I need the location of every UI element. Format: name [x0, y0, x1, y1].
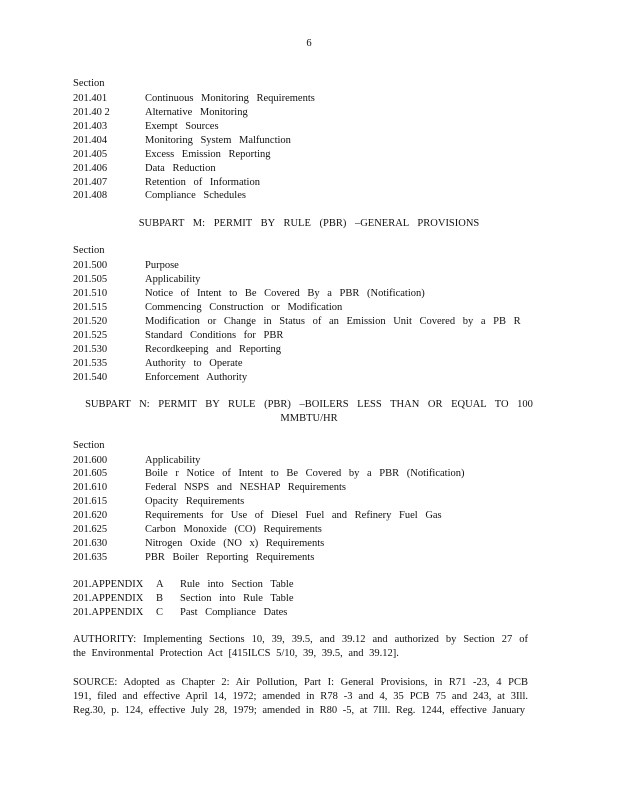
- section-number: 201.406: [73, 163, 108, 174]
- section-row: [73, 106, 248, 120]
- appendix-letter: B: [156, 593, 164, 604]
- section-number: 201.615: [73, 496, 108, 507]
- section-title: Requirements for Use of Diesel Fuel and Refinery Fuel Gas: [145, 510, 442, 521]
- section-number: 201.535: [73, 358, 108, 369]
- section-number: 201.630: [73, 538, 108, 549]
- appendix-title: Section into Rule Table: [180, 593, 294, 604]
- section-title: Monitoring System Malfunction: [145, 135, 291, 146]
- section-row: [73, 509, 442, 523]
- section-row: [73, 176, 260, 190]
- section-number: 201.540: [73, 372, 108, 383]
- section-heading: Section: [73, 245, 105, 256]
- section-number: 201.625: [73, 524, 108, 535]
- section-title: Boile r Notice of Intent to Be Covered by a PBR (Notification): [145, 468, 465, 479]
- authority-paragraph: AUTHORITY: Implementing Sections 10, 39, 39.5, and 39.12 and authorized by Section 27 of the Environmental Protection Act [415ILCS 5/10, 39, 39.5, and 39.12].: [73, 634, 528, 659]
- section-heading: Section: [73, 78, 105, 89]
- section-title: Continuous Monitoring Requirements: [145, 93, 315, 104]
- section-row: [73, 329, 283, 343]
- section-row: [73, 495, 244, 509]
- section-heading: Section: [73, 440, 105, 451]
- section-title: Commencing Construction or Modification: [145, 302, 343, 313]
- section-number: 201.505: [73, 274, 108, 285]
- section-number: 201.403: [73, 121, 108, 132]
- appendix-number: 201.APPENDIX: [73, 593, 144, 604]
- section-number: 201.635: [73, 552, 108, 563]
- section-number: 201.520: [73, 316, 108, 327]
- appendix-number: 201.APPENDIX: [73, 607, 144, 618]
- section-row: [73, 357, 242, 371]
- section-row: [73, 162, 216, 176]
- section-title: Modification or Change in Status of an Emission Unit Covered by a PB R: [145, 316, 521, 327]
- subpart-m-heading: SUBPART M: PERMIT BY RULE (PBR) –GENERAL PROVISIONS: [138, 218, 480, 229]
- section-title: Purpose: [145, 260, 179, 271]
- section-title: Enforcement Authority: [145, 372, 248, 383]
- section-number: 201.510: [73, 288, 108, 299]
- section-number: 201.40 2: [73, 107, 110, 118]
- section-number: 201.530: [73, 344, 108, 355]
- section-title: Compliance Schedules: [145, 190, 246, 201]
- section-number: 201.620: [73, 510, 108, 521]
- section-row: [73, 301, 342, 315]
- section-title: Standard Conditions for PBR: [145, 330, 284, 341]
- section-number: 201.600: [73, 455, 108, 466]
- section-number: 201.605: [73, 468, 108, 479]
- appendix-row: [73, 606, 287, 620]
- appendix-letter: C: [156, 607, 164, 618]
- appendix-number: 201.APPENDIX: [73, 579, 144, 590]
- section-title: Alternative Monitoring: [145, 107, 248, 118]
- section-number: 201.405: [73, 149, 108, 160]
- section-title: Data Reduction: [145, 163, 216, 174]
- section-number: 201.610: [73, 482, 108, 493]
- section-title: Opacity Requirements: [145, 496, 245, 507]
- section-number: 201.500: [73, 260, 108, 271]
- section-number: 201.407: [73, 177, 108, 188]
- section-number: 201.401: [73, 93, 108, 104]
- section-title: Carbon Monoxide (CO) Requirements: [145, 524, 322, 535]
- appendix-row: [73, 578, 294, 592]
- section-row: [73, 287, 425, 301]
- section-row: [73, 523, 322, 537]
- section-row: [73, 259, 179, 273]
- section-title: PBR Boiler Reporting Requirements: [145, 552, 315, 563]
- section-row: [73, 315, 521, 329]
- section-row: [73, 148, 271, 162]
- section-number: 201.525: [73, 330, 108, 341]
- source-paragraph: SOURCE: Adopted as Chapter 2: Air Pollution, Part I: General Provisions, in R71 -23, 4 PCB 191, filed and effective April 14, 1972; amended in R78 -3 and 4, 35 PCB 75 and 243, at 3Ill. Reg.30, p. 124, effective July 28, 1979; amended in R80 -5, at 7Ill. Reg. 1244, effective January: [73, 677, 528, 716]
- section-row: [73, 454, 200, 468]
- section-row: [73, 189, 246, 203]
- section-title: Authority to Operate: [145, 358, 243, 369]
- appendix-title: Past Compliance Dates: [180, 607, 288, 618]
- section-row: [73, 92, 315, 106]
- section-title: Notice of Intent to Be Covered By a PBR (Notification): [145, 288, 425, 299]
- section-row: [73, 551, 314, 565]
- section-row: [73, 467, 464, 481]
- section-title: Applicability: [145, 274, 201, 285]
- section-row: [73, 537, 324, 551]
- section-title: Applicability: [145, 455, 201, 466]
- subpart-n-heading-line1: SUBPART N: PERMIT BY RULE (PBR) –BOILERS LESS THAN OR EQUAL TO 100: [85, 399, 533, 410]
- appendix-title: Rule into Section Table: [180, 579, 294, 590]
- subpart-n-heading-line2: MMBTU/HR: [280, 413, 338, 424]
- section-row: [73, 481, 346, 495]
- section-title: Excess Emission Reporting: [145, 149, 271, 160]
- section-title: Nitrogen Oxide (NO x) Requirements: [145, 538, 325, 549]
- section-row: [73, 134, 291, 148]
- subpart-n-heading: [73, 398, 545, 426]
- section-row: [73, 343, 281, 357]
- page-number: 6: [306, 38, 312, 49]
- appendix-letter: A: [156, 579, 164, 590]
- section-number: 201.404: [73, 135, 108, 146]
- section-row: [73, 120, 219, 134]
- section-title: Exempt Sources: [145, 121, 219, 132]
- section-row: [73, 371, 247, 385]
- section-title: Retention of Information: [145, 177, 260, 188]
- section-title: Recordkeeping and Reporting: [145, 344, 281, 355]
- section-number: 201.515: [73, 302, 108, 313]
- section-number: 201.408: [73, 190, 108, 201]
- appendix-row: [73, 592, 294, 606]
- section-row: [73, 273, 200, 287]
- section-title: Federal NSPS and NESHAP Requirements: [145, 482, 347, 493]
